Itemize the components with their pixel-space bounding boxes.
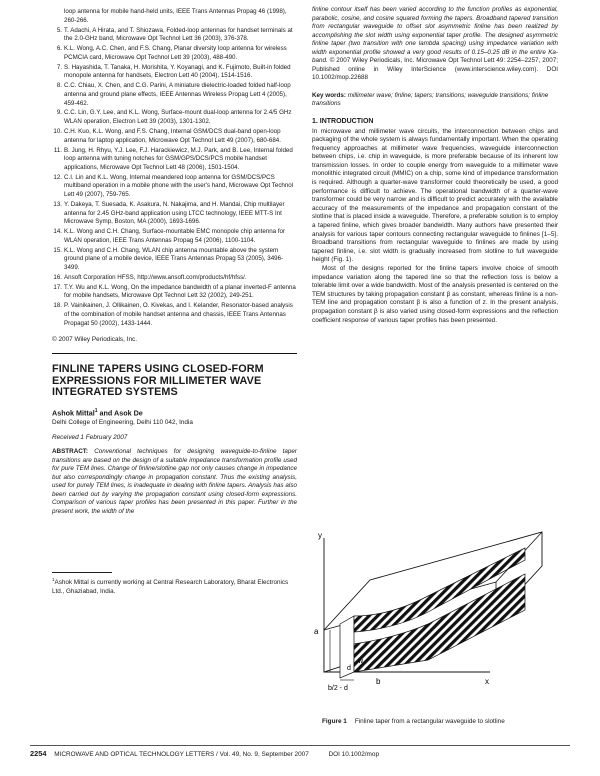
reference-text: K.L. Wong, A.C. Chen, and F.S. Chang, Planar diversity loop antenna for wireless PCMCIA card, Microwave Opt Technol Lett 39 (2003), 488-490.	[64, 45, 287, 61]
affiliation: Delhi College of Engineering, Delhi 110 042, India	[52, 419, 193, 427]
author-2: Asok De	[114, 408, 143, 418]
received-date: Received 1 February 2007	[52, 434, 128, 442]
reference-item	[52, 64, 297, 81]
left-column	[52, 8, 297, 596]
keywords-text: millimeter wave; finline; tapers; transitions; waveguide transitions; finline transitions	[312, 91, 549, 107]
y-axis-label: y	[318, 531, 322, 540]
reference-text: T.Y. Wu and K.L. Wong, On the impedance bandwidth of a planar inverted-F antenna for mobile handsets, Microwave Opt Technol Lett 32 (2002), 249-251.	[64, 283, 296, 300]
abstract-label: ABSTRACT:	[52, 448, 89, 456]
x-axis-label: x	[485, 677, 489, 686]
reference-number: 16.	[53, 273, 62, 281]
abstract-text-right: finline contour itself has been varied according to the function profiles as exponential, parabolic, cosine, and cosine squared forming the tapers. Broadband tapered transition from rectangular waveguide to offset slot asymmetric finline has been realized by accomplishing the slot width using exponential taper profile. The designed asymmetric finline taper (two transition with one lambda spacing) using impedance variation with width exponential profile showed a very good results of 0.15–0.25 dB in the entire Ka-band.	[312, 6, 558, 64]
reference-list	[52, 8, 297, 328]
reference-item	[52, 174, 297, 200]
reference-item	[52, 82, 297, 108]
intro-paragraph-2: Most of the designs reported for the finline tapers involve choice of smooth impedance variation along the tapered line so that the reflection loss is below a tolerable limit over a wide bandwidth. Most of the analysis presented is centered on the TEM structures by taking propagation constant β as constant, whereas finline is a non-TEM line and propagation constant β is also a function of z. In the present analysis, propagation constant β is also varied using closed-form expressions and the reflection coefficient response of various taper profiles has been presented.	[312, 265, 558, 324]
footnote-mark: 1	[52, 577, 55, 583]
reference-number: 6.	[56, 45, 62, 53]
reference-number: 8.	[56, 82, 62, 90]
reference-number: 18.	[53, 302, 62, 310]
author-join: and	[97, 408, 115, 418]
reference-number: 13.	[53, 200, 62, 208]
author-footnote	[52, 576, 297, 596]
journal-citation: MICROWAVE AND OPTICAL TECHNOLOGY LETTERS / Vol. 49, No. 9, September 2007	[54, 751, 309, 758]
reference-item	[52, 147, 297, 173]
abstract-text-left: Conventional techniques for designing waveguide-to-finline taper transitions are based on the design of a suitable impedance transformation profile used for pure TEM lines. Change of finline/slotline gap not only causes change in impedance but also correspondingly change in propagation constant. Thus the existing analysis, used for purely TEM lines, is inadequate in dealing with finline tapers. Analysis has also been carried out by varying the propagation constant using closed-form expressions. Comparison of various taper profiles has been presented in this paper. Further in the present work, the width of the	[52, 448, 297, 515]
reference-item	[52, 45, 297, 62]
reference-text: S. Hayashida, T. Tanaka, H. Morishita, Y. Koyanagi, and K. Fujimoto, Built-in folded monopole antenna for handsets, Electron Lett 40 (2004), 1514-1516.	[64, 63, 291, 80]
reference-item	[52, 284, 297, 301]
figure-1-caption	[322, 718, 562, 725]
reference-number: 17.	[53, 283, 62, 291]
reference-item	[52, 27, 297, 44]
reference-number: 5.	[56, 26, 62, 34]
abstract	[52, 448, 297, 516]
page-number: 2254	[30, 749, 47, 758]
reference-text: Ansoft Corporation HFSS, http://www.ansoft.com/products/hf/hfss/.	[64, 273, 247, 281]
label-b: b	[376, 677, 381, 686]
reference-item	[52, 274, 297, 283]
article-title: FINLINE TAPERS USING CLOSED-FORM EXPRESSIONS FOR MILLIMETER WAVE INTEGRATED SYSTEMS	[52, 363, 264, 399]
reference-number: 10.	[53, 128, 62, 136]
finline-taper-diagram	[310, 520, 560, 715]
abstract-continued	[312, 6, 558, 83]
page-footer	[30, 745, 570, 758]
reference-item	[52, 247, 297, 273]
figure-caption-text: Finline taper from a rectangular waveguide to slotline	[354, 718, 505, 725]
reference-text: Y. Dakeya, T. Suesada, K. Asakura, N. Nakajima, and H. Mandai, Chip multilayer antenna for 2.45 GHz-band application using LTCC technology, IEEE MTT-S Int Microwave Symp, Boston, MA (2000), 1693-1696.	[64, 200, 285, 226]
publication-info: © 2007 Wiley Periodicals, Inc. Microwave Opt Technol Lett 49: 2254–2257, 2007; Published online in Wiley InterScience (www.interscience.wiley.com). DOI 10.1002/mop.22688	[312, 57, 558, 81]
reference-number: 11.	[53, 146, 62, 154]
reference-text: K.L. Wong and C.H. Chang, Surface-mountable EMC monopole chip antenna for WLAN operation, IEEE Trans Antennas Propag 54 (2006), 1100-1104.	[64, 228, 286, 244]
figure-label: Figure 1	[322, 718, 347, 725]
footnote-divider	[52, 572, 112, 573]
author-line	[52, 408, 297, 417]
label-a: a	[314, 627, 319, 636]
keywords	[312, 92, 558, 109]
reference-text: C.I. Lin and K.L. Wong, Internal meandered loop antenna for GSM/DCS/PCS multiband operation in a mobile phone with the user's hand, Microwave Opt Technol Lett 49 (2007), 759-765.	[64, 173, 294, 198]
footnote-text: Ashok Mittal is currently working at Central Research Laboratory, Bharat Electronics Ltd., Ghaziabad, India.	[52, 579, 289, 595]
label-w: w	[358, 658, 364, 665]
reference-text: C.H. Kuo, K.L. Wong, and F.S. Chang, Internal GSM/DCS dual-band open-loop antenna for laptop application, Microwave Opt Technol Lett 49 (2007), 680-684.	[64, 128, 281, 144]
reference-text: P. Vainikainen, J. Ollikainen, O. Kivekas, and I. Kelander, Resonator-based analysis of the combination of mobile handset antenna and chassis, IEEE Trans Antennas Propagat 50 (2002), 1433-1444.	[64, 302, 293, 327]
reference-item	[52, 8, 297, 25]
left-copyright: © 2007 Wiley Periodicals, Inc.	[52, 336, 137, 344]
reference-item	[52, 302, 297, 328]
reference-text: B. Jung, H. Rhyu, Y.J. Lee, F.J. Harackiewicz, M.J. Park, and B. Lee, Internal folded loop antenna with tuning notches for GSM/GPS/DCS/PCS mobile handset applications, Microwave Opt Technol Lett 48 (2006), 1501-1504.	[64, 146, 293, 171]
introduction-body	[312, 128, 558, 326]
right-column	[312, 6, 558, 325]
reference-item	[52, 201, 297, 227]
keywords-label: Key words:	[312, 91, 346, 99]
article-divider	[52, 353, 297, 354]
reference-number: 14.	[53, 228, 62, 236]
reference-number: 7.	[56, 63, 62, 71]
reference-number: 12.	[53, 173, 62, 181]
reference-item	[52, 109, 297, 126]
reference-item	[52, 228, 297, 245]
label-d: d	[347, 665, 351, 672]
reference-number: 9.	[56, 109, 62, 117]
label-b2d: b/2 - d	[328, 685, 348, 692]
reference-text: K.L. Wong and C.H. Chang, WLAN chip antenna mountable above the system ground plane of a mobile device, IEEE Trans Antennas Propag 53 (2005), 3496-3499.	[64, 246, 284, 271]
reference-text: C.C. Chiau, X. Chen, and C.G. Parini, A miniature dielectric-loaded folded half-loop antenna and ground plane effects, IEEE Antennas Wireless Propag Lett 4 (2005), 459-462.	[64, 82, 291, 107]
section-heading-introduction: 1. INTRODUCTION	[312, 117, 374, 125]
author-1-footnote-mark: 1	[94, 408, 98, 415]
reference-text: T. Adachi, A Hirata, and T. Shiozawa, Folded-loop antennas for handset terminals at the 2.0-GHz band, Microwave Opt Technol Lett 36 (2003), 376-378.	[64, 26, 293, 43]
reference-text: loop antenna for mobile hand-held units, IEEE Trans Antennas Propag 46 (1998), 260-266.	[64, 8, 287, 24]
footer-doi: DOI 10.1002/mop	[328, 751, 379, 758]
reference-number: 15.	[53, 246, 62, 254]
reference-item	[52, 128, 297, 145]
intro-paragraph-1: In microwave and millimeter wave circuits, the interconnection between chips and packaging of the whole system is always fundamentally important. When the operating frequency approaches at millimeter wave frequencies, waveguide interconnection between chips, i.e. chip in waveguide, is more preferable because of its inherent low transmission losses. In order to couple energy from waveguide to a millimeter wave monolithic integrated circuit (MMIC) on a chip, some kind of impedance transformation is required. Although a quarter-wave transformer could theoretically be used, a good performance is difficult to achieve. The operational bandwidth of a quarter-wave transformer could be very narrow and is difficult to predict accurately with the available accuracy of the measurements of the impedance and propagation constant of the slotline that is placed inside a waveguide. Therefore, a preferable solution is to employ a tapered finline, which gives broader bandwidth. Many authors have presented their analysis for various taper contours connecting rectangular waveguide to finlines [1–5]. Broadband transitions from rectangular waveguide to finlines are made by using tapered finline, i.e. slot width is gradually increased from slotline to full waveguide height (Fig. 1).	[312, 127, 558, 264]
figure-1	[310, 520, 560, 715]
author-1: Ashok Mittal	[52, 408, 95, 418]
reference-text: C.C. Lin, G.Y. Lee, and K.L. Wong, Surface-mount dual-loop antenna for 2.4/5 GHz WLAN operation, Electron Lett 39 (2003), 1301-1302.	[64, 109, 292, 126]
